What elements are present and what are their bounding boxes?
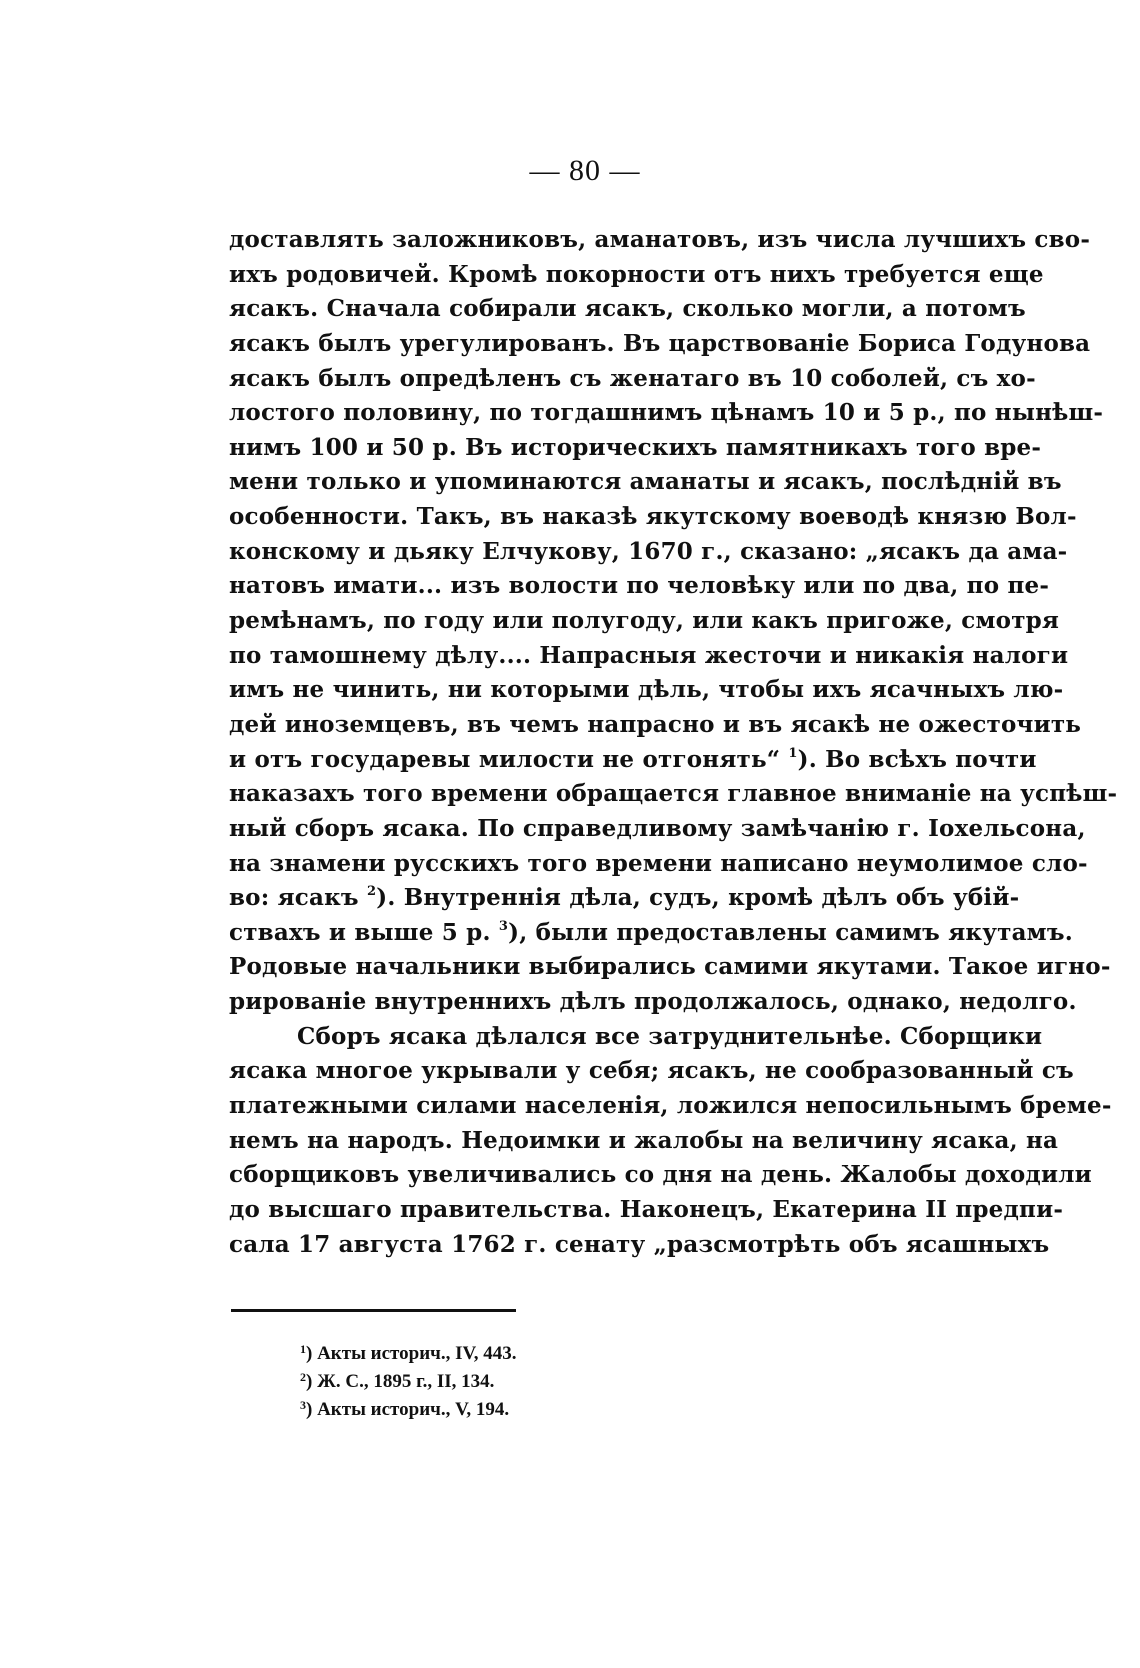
text-line: ясакъ былъ опредѣленъ съ женатаго въ 10 соболей, съ хо- <box>229 364 1036 392</box>
footnote-marker: 2 <box>300 1370 306 1384</box>
text-line: особенности. Такъ, въ наказѣ якутскому воеводѣ князю Вол- <box>229 503 1077 531</box>
text-line: мени только и упоминаются аманаты и ясакъ, послѣдній въ <box>229 468 1062 496</box>
text-line: имъ не чинить, ни которыми дѣль, чтобы ихъ ясачныхъ лю- <box>229 676 1064 704</box>
text-segment: ). Внутреннія дѣла, судъ, кромѣ дѣлъ объ убій- <box>376 884 1020 912</box>
footnote <box>300 1340 900 1368</box>
text-line: на знамени русскихъ того времени написано неумолимое сло- <box>229 849 1088 877</box>
text-line: доставлять заложниковъ, аманатовъ, изъ числа лучшихъ сво- <box>229 226 1091 253</box>
text-segment: ствахъ и выше 5 р. <box>229 918 491 946</box>
footnote <box>300 1396 900 1424</box>
footnotes <box>300 1340 900 1424</box>
footnote <box>300 1368 900 1396</box>
text-line: немъ на народъ. Недоимки и жалобы на величину ясака, на <box>229 1126 1059 1154</box>
footnote-ref: 3 <box>498 918 509 934</box>
text-line <box>229 743 1037 778</box>
text-line: ясакъ былъ урегулированъ. Въ царствованіе Бориса Годунова <box>229 329 1091 357</box>
text-line: нимъ 100 и 50 р. Въ историческихъ памятникахъ того вре- <box>229 433 1042 461</box>
paragraph-first-line: Сборъ ясака дѣлался все затруднительнѣе. Сборщики <box>297 1022 1043 1050</box>
page-number: — 80 — <box>529 154 641 187</box>
text-line: по тамошнему дѣлу.... Напрасныя жесточи и никакія налоги <box>229 641 1069 669</box>
text-line: до высшаго правительства. Наконецъ, Екатерина II предпи- <box>229 1195 1064 1223</box>
text-line: ихъ родовичей. Кромѣ покорности отъ нихъ требуется еще <box>229 260 1044 288</box>
footnote-ref: 1 <box>788 745 798 761</box>
text-segment: ), были предоставлены самимъ якутамъ. <box>508 918 1073 946</box>
text-line: ремѣнамъ, по году или полугоду, или какъ пригоже, смотря <box>229 607 1060 635</box>
text-line: дей иноземцевъ, въ чемъ напрасно и въ ясакѣ не ожесточить <box>229 710 1082 738</box>
footnote-marker: 3 <box>300 1398 306 1412</box>
text-line <box>229 881 1020 916</box>
text-line: лостого половину, по тогдашнимъ цѣнамъ 10 и 5 р., по нынѣш- <box>229 399 1104 427</box>
text-line: ясака многое укрывали у себя; ясакъ, не сообразованный съ <box>229 1057 1074 1085</box>
text-line: натовъ имати... изъ волости по человѣку или по два, по пе- <box>229 572 1050 600</box>
footnote-text: ) Акты историч., IV, 443. <box>306 1343 517 1364</box>
footnote-text: ) Акты историч., V, 194. <box>306 1399 510 1420</box>
footnote-marker: 1 <box>300 1342 306 1356</box>
text-line: рированіе внутреннихъ дѣлъ продолжалось, однако, недолго. <box>229 988 1077 1016</box>
text-line <box>229 916 1073 951</box>
body-text <box>229 223 1118 1262</box>
footnote-text: ) Ж. С., 1895 г., II, 134. <box>306 1371 495 1392</box>
text-line: ный сборъ ясака. По справедливому замѣчанію г. Іохельсона, <box>229 814 1086 842</box>
text-line: сборщиковъ увеличивались со дня на день. Жалобы доходили <box>229 1161 1092 1189</box>
footnote-divider <box>231 1309 516 1312</box>
text-line: сала 17 августа 1762 г. сенату „разсмотрѣть объ ясашныхъ <box>229 1230 1050 1258</box>
text-line: наказахъ того времени обращается главное вниманіе на успѣш- <box>229 780 1118 808</box>
text-line: конскому и дьяку Елчукову, 1670 г., сказано: „ясакъ да ама- <box>229 537 1068 565</box>
text-segment: во: ясакъ <box>229 884 359 912</box>
text-line: ясакъ. Сначала собирали ясакъ, сколько могли, а потомъ <box>229 295 1026 323</box>
text-line: Родовые начальники выбирались самими якутами. Такое игно- <box>229 953 1111 981</box>
footnote-ref: 2 <box>367 884 377 900</box>
text-line: платежными силами населенія, ложился непосильнымъ бреме- <box>229 1092 1112 1120</box>
text-segment: и отъ государевы милости не отгонять“ <box>229 745 781 773</box>
text-segment: ). Во всѣхъ почти <box>797 745 1037 773</box>
